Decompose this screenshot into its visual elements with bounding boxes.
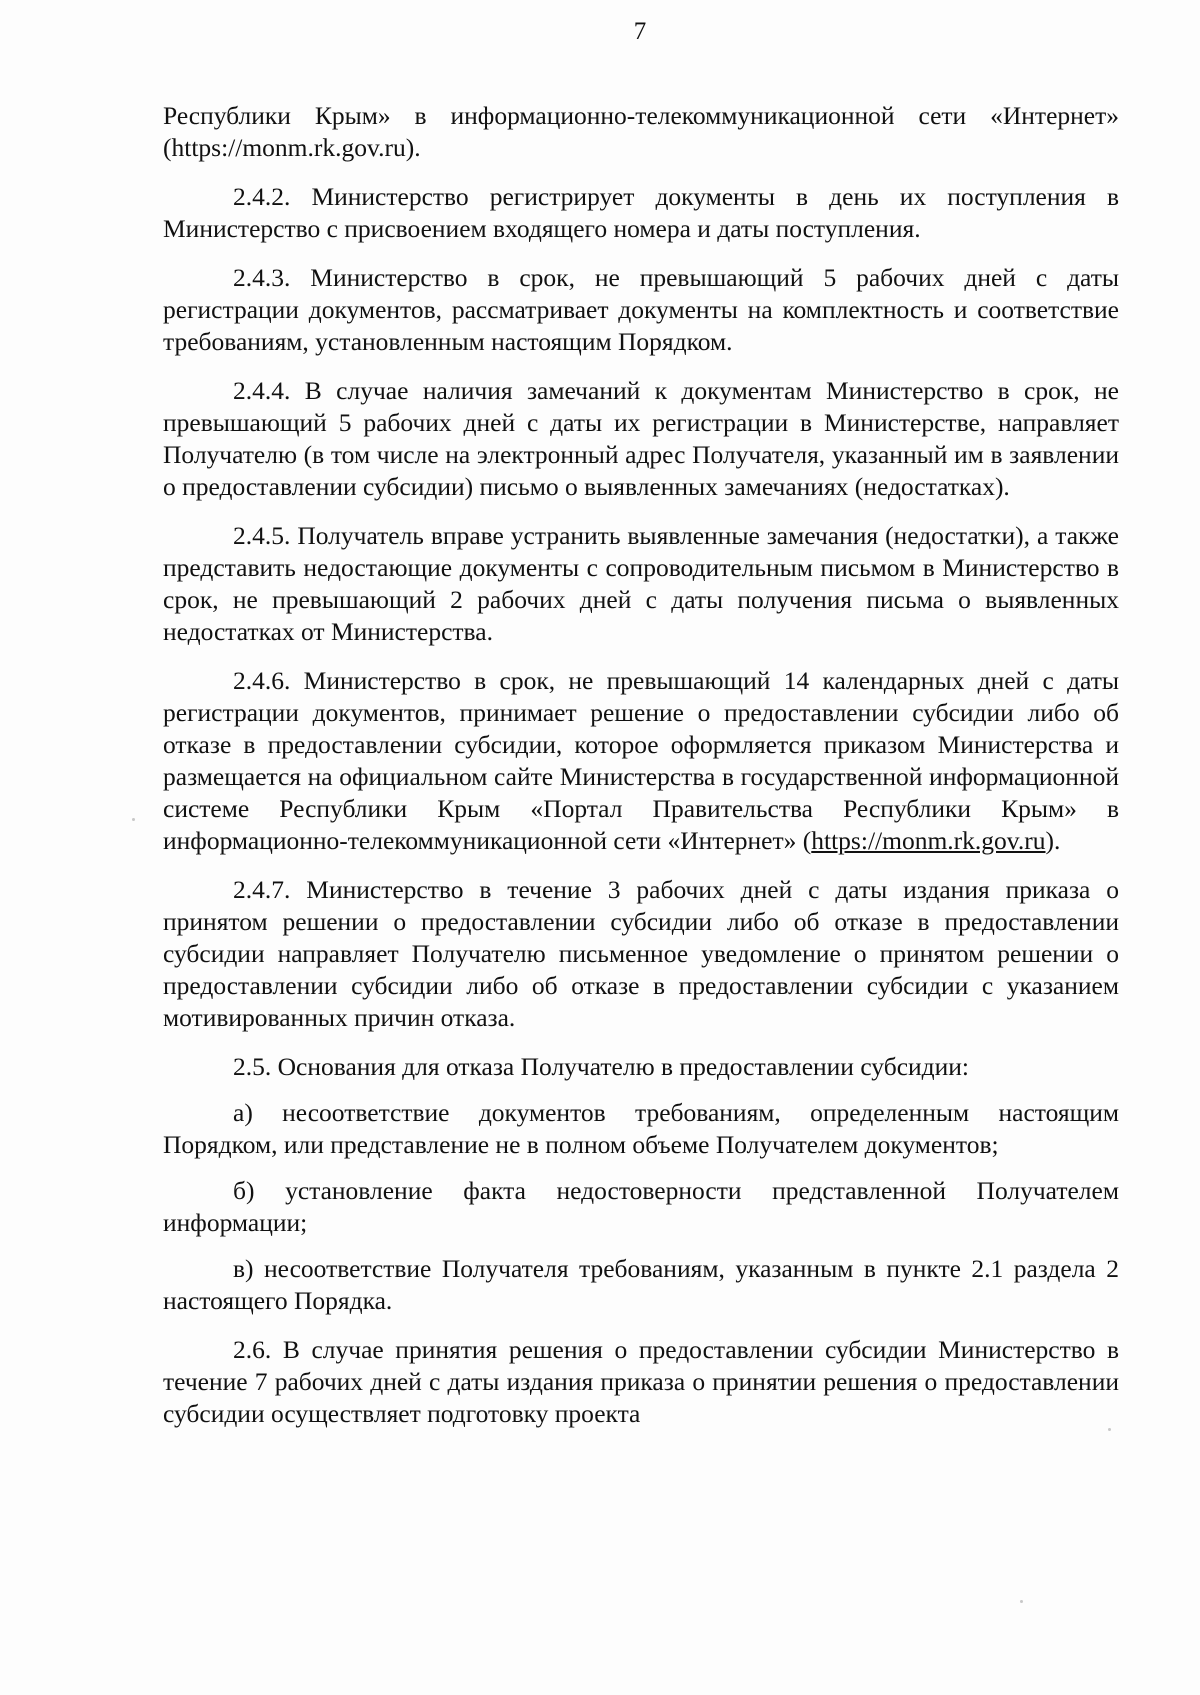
paragraph-continuation: Республики Крым» в информационно-телекоммуникационной сети «Интернет» (https://monm.rk.gov.ru). xyxy=(163,101,1119,162)
page-number: 7 xyxy=(633,18,647,45)
paragraph-2-4-6 xyxy=(163,665,1119,857)
paragraph-2-4-6-text: 2.4.6. Министерство в срок, не превышающий 14 календарных дней с даты регистрации документов, принимает решение о предоставлении субсидии либо об отказе в предоставлении субсидии, которое оформляется приказом Министерства и размещается на официальном сайте Министерства в государственной информационной системе Республики Крым «Портал Правительства Республики Крым» в информационно-телекоммуникационной сети «Интернет» ( xyxy=(163,666,1119,855)
paragraph-2-4-2: 2.4.2. Министерство регистрирует документы в день их поступления в Министерство с присвоением входящего номера и даты поступления. xyxy=(163,182,1119,243)
paragraph-2-4-4: 2.4.4. В случае наличия замечаний к документам Министерство в срок, не превышающий 5 рабочих дней с даты их регистрации в Министерстве, направляет Получателю (в том числе на электронный адрес Получателя, указанный им в заявлении о предоставлении субсидии) письмо о выявленных замечаниях (недостатках). xyxy=(163,376,1119,501)
paragraph-2-6: 2.6. В случае принятия решения о предоставлении субсидии Министерство в течение 7 рабочих дней с даты издания приказа о принятии решения о предоставлении субсидии осуществляет подготовку проекта xyxy=(163,1335,1119,1428)
paragraph-2-4-3: 2.4.3. Министерство в срок, не превышающий 5 рабочих дней с даты регистрации документов, рассматривает документы на комплектность и соответствие требованиям, установленным настоящим Порядком. xyxy=(163,263,1119,356)
paragraph-2-5: 2.5. Основания для отказа Получателю в предоставлении субсидии: xyxy=(233,1052,970,1081)
list-item-b: б) установление факта недостоверности представленной Получателем информации; xyxy=(163,1176,1119,1237)
scan-speck xyxy=(1108,1428,1111,1431)
paragraph-2-4-5: 2.4.5. Получатель вправе устранить выявленные замечания (недостатки), а также представить недостающие документы с сопроводительным письмом в Министерство в срок, не превышающий 2 рабочих дней с даты получения письма о выявленных недостатках от Министерства. xyxy=(163,521,1119,646)
scan-speck xyxy=(132,818,135,821)
document-body xyxy=(163,100,1119,1447)
website-link[interactable]: https://monm.rk.gov.ru xyxy=(811,826,1046,855)
paragraph-2-4-7: 2.4.7. Министерство в течение 3 рабочих дней с даты издания приказа о принятом решении о предоставлении субсидии либо об отказе в предоставлении субсидии направляет Получателю письменное уведомление о принятом решении о предоставлении субсидии либо об отказе в предоставлении субсидии с указанием мотивированных причин отказа. xyxy=(163,875,1119,1032)
scan-speck xyxy=(1020,1600,1023,1603)
paragraph-2-4-6-end: ). xyxy=(1045,826,1061,855)
list-item-a: а) несоответствие документов требованиям, определенным настоящим Порядком, или представление не в полном объеме Получателем документов; xyxy=(163,1098,1119,1159)
list-item-v: в) несоответствие Получателя требованиям, указанным в пункте 2.1 раздела 2 настоящего Порядка. xyxy=(163,1254,1119,1315)
